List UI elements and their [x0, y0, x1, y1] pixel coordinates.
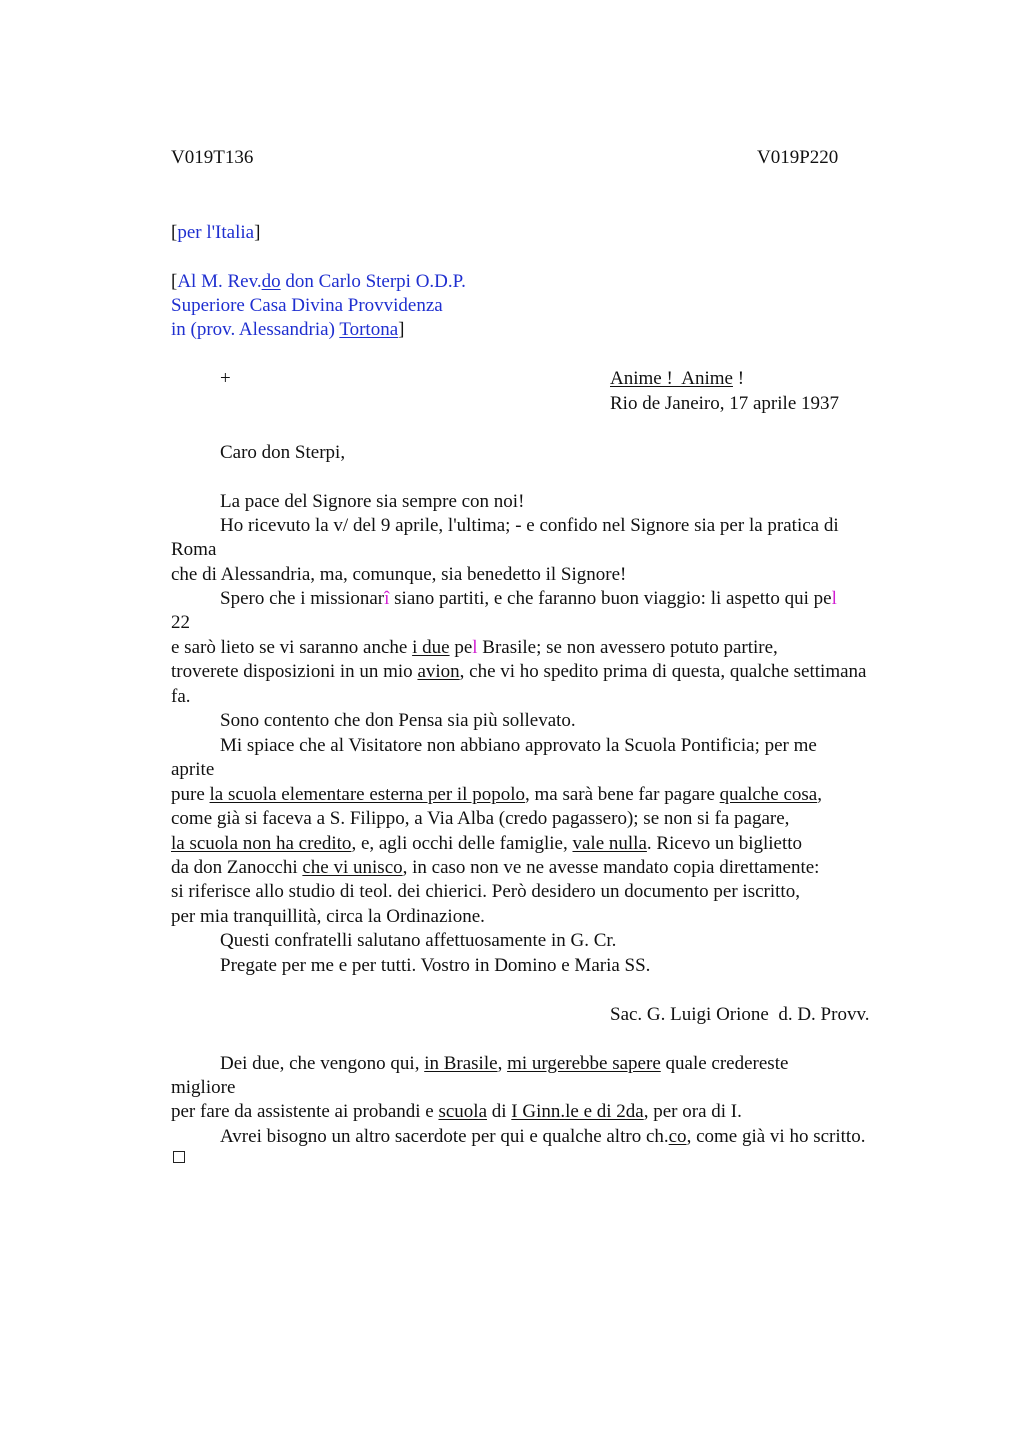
body-line: La pace del Signore sia sempre con noi!: [220, 491, 525, 512]
body-line: troverete disposizioni in un mio avion, che vi ho spedito prima di questa, qualche settimana: [171, 661, 867, 682]
body-line: da don Zanocchi che vi unisco, in caso non ve ne avesse mandato copia direttamente:: [171, 857, 820, 878]
body-line: per mia tranquillità, circa la Ordinazione.: [171, 906, 485, 927]
body-line: e sarò lieto se vi saranno anche i due pel Brasile; se non avessero potuto partire,: [171, 637, 778, 658]
postscript-line: Dei due, che vengono qui, in Brasile, mi urgerebbe sapere quale credereste: [220, 1053, 789, 1074]
body-line: Ho ricevuto la v/ del 9 aprile, l'ultima; - e confido nel Signore sia per la pratica di: [220, 515, 839, 536]
body-line: pure la scuola elementare esterna per il popolo, ma sarà bene far pagare qualche cosa,: [171, 784, 822, 805]
salutation: Caro don Sterpi,: [220, 442, 346, 463]
body-line: Questi confratelli salutano affettuosamente in G. Cr.: [220, 930, 617, 951]
document-code-left: V019T136: [171, 147, 254, 168]
body-line: aprite: [171, 759, 215, 780]
postscript-line: migliore: [171, 1077, 236, 1098]
postscript-line: Avrei bisogno un altro sacerdote per qui e qualche altro ch.co, come già vi ho scritto.: [220, 1126, 866, 1147]
end-square-icon: [173, 1151, 185, 1163]
body-line: Spero che i missionarî siano partiti, e che faranno buon viaggio: li aspetto qui pel: [220, 588, 837, 609]
motto: Anime ! Anime !: [610, 368, 745, 389]
body-line: 22: [171, 612, 190, 633]
body-line: Mi spiace che al Visitatore non abbiano approvato la Scuola Pontificia; per me: [220, 735, 817, 756]
body-line: come già si faceva a S. Filippo, a Via Alba (credo pagassero); se non si fa pagare,: [171, 808, 790, 829]
body-line: Pregate per me e per tutti. Vostro in Domino e Maria SS.: [220, 955, 651, 976]
postscript-line: per fare da assistente ai probandi e scuola di I Ginn.le e di 2da, per ora di I.: [171, 1101, 742, 1122]
address-line-3: in (prov. Alessandria) Tortona]: [171, 319, 405, 340]
body-line: si riferisce allo studio di teol. dei chierici. Però desidero un documento per iscritto,: [171, 881, 800, 902]
address-line-1: [Al M. Rev.do don Carlo Sterpi O.D.P.: [171, 271, 466, 292]
signature: Sac. G. Luigi Orione d. D. Provv.: [610, 1004, 870, 1025]
body-line: che di Alessandria, ma, comunque, sia benedetto il Signore!: [171, 564, 627, 585]
body-line: la scuola non ha credito, e, agli occhi delle famiglie, vale nulla. Ricevo un biglietto: [171, 833, 803, 854]
body-line: Sono contento che don Pensa sia più sollevato.: [220, 710, 576, 731]
body-line: Roma: [171, 539, 217, 560]
address-line-2: Superiore Casa Divina Provvidenza: [171, 295, 443, 316]
cross-mark: +: [220, 368, 231, 389]
body-line: fa.: [171, 686, 191, 707]
routing-note: [per l'Italia]: [171, 222, 261, 243]
place-date: Rio de Janeiro, 17 aprile 1937: [610, 393, 840, 414]
document-code-right: V019P220: [757, 147, 839, 168]
